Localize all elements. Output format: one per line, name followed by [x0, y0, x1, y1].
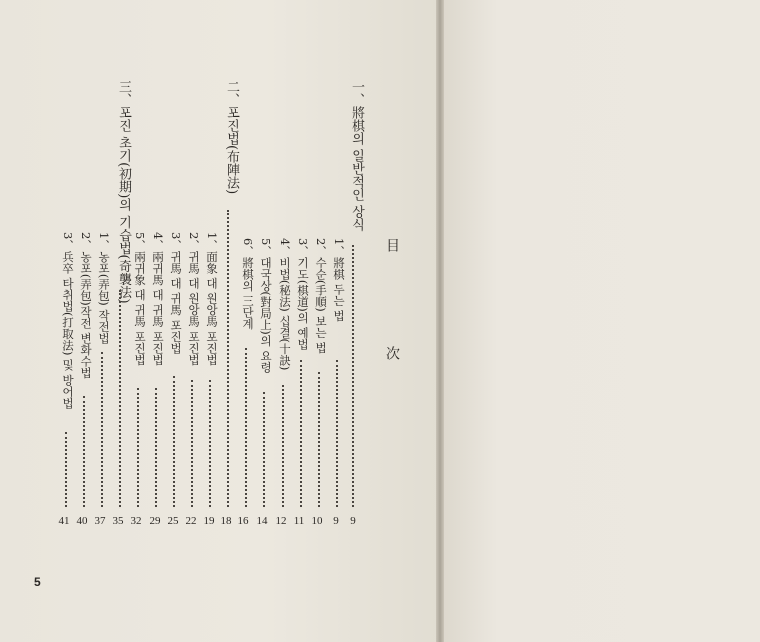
page-ref: 14: [256, 515, 268, 527]
leader-dots: [191, 380, 195, 507]
page-ref: 25: [167, 515, 179, 527]
toc-entry: 5、대국상(對局上)의 요령: [259, 238, 273, 373]
section-heading: 二、포진법(布陣法): [224, 80, 239, 195]
page-ref: 40: [76, 515, 88, 527]
toc-title: 目 次: [384, 238, 400, 400]
page-ref: 16: [237, 515, 249, 527]
page-ref: 29: [149, 515, 161, 527]
page-ref: 10: [311, 515, 323, 527]
leader-dots: [318, 372, 322, 507]
leader-dots: [137, 388, 141, 507]
page-ref: 37: [94, 515, 106, 527]
section-heading: 一、將棋의 일반적인 상식: [349, 80, 364, 232]
leader-dots: [282, 385, 286, 507]
leader-dots: [209, 380, 213, 507]
toc-entry: 1、농포(弄包) 작전법: [97, 232, 111, 344]
page-ref: 12: [275, 515, 287, 527]
page-number: 5: [34, 575, 41, 589]
toc-entry: 4、비법(秘法) 십결(十訣): [278, 238, 292, 371]
book-gutter: [436, 0, 444, 642]
leader-dots: [227, 210, 231, 507]
page-ref: 35: [112, 515, 124, 527]
leader-dots: [83, 396, 87, 507]
leader-dots: [336, 360, 340, 507]
toc-entry: 1、面象 대 원앙馬 포진법: [205, 232, 219, 366]
toc-entry: 5、兩귀象 대 귀馬 포진법: [133, 232, 147, 366]
toc-entry: 1、將棋 두는 법: [332, 238, 346, 322]
page-ref: 9: [350, 515, 356, 527]
toc-entry: 2、귀馬 대 원앙馬 포진법: [187, 232, 201, 366]
leader-dots: [173, 376, 177, 507]
page-ref: 18: [220, 515, 232, 527]
leader-dots: [300, 360, 304, 507]
toc-entry: 2、농포(弄包)작전 변화수법: [79, 232, 93, 379]
leader-dots: [65, 432, 69, 507]
right-page: [440, 0, 760, 642]
leader-dots: [119, 290, 123, 507]
toc-entry: 4、兩귀馬 대 귀馬 포진법: [151, 232, 165, 366]
page-ref: 32: [130, 515, 142, 527]
page-ref: 19: [203, 515, 215, 527]
leader-dots: [101, 352, 105, 507]
section-heading: 三、포진 초기(初期)의 기습법(奇襲法): [116, 80, 131, 304]
toc-entry: 2、수순(手順) 보는 법: [314, 238, 328, 354]
page-ref: 11: [293, 515, 305, 527]
toc-entry: 3、기도(棋道)의 예법: [296, 238, 310, 350]
page-ref: 41: [58, 515, 70, 527]
leader-dots: [245, 348, 249, 507]
toc-entry: 3、귀馬 대 귀馬 포진법: [169, 232, 183, 354]
leader-dots: [352, 245, 356, 507]
leader-dots: [155, 388, 159, 507]
toc-entry: 3、兵卒 타취법(打取法) 및 방어법: [61, 232, 75, 409]
leader-dots: [263, 392, 267, 507]
toc-entry: 6、將棋의 三단계: [241, 238, 255, 330]
page-ref: 22: [185, 515, 197, 527]
page-ref: 9: [333, 515, 339, 527]
